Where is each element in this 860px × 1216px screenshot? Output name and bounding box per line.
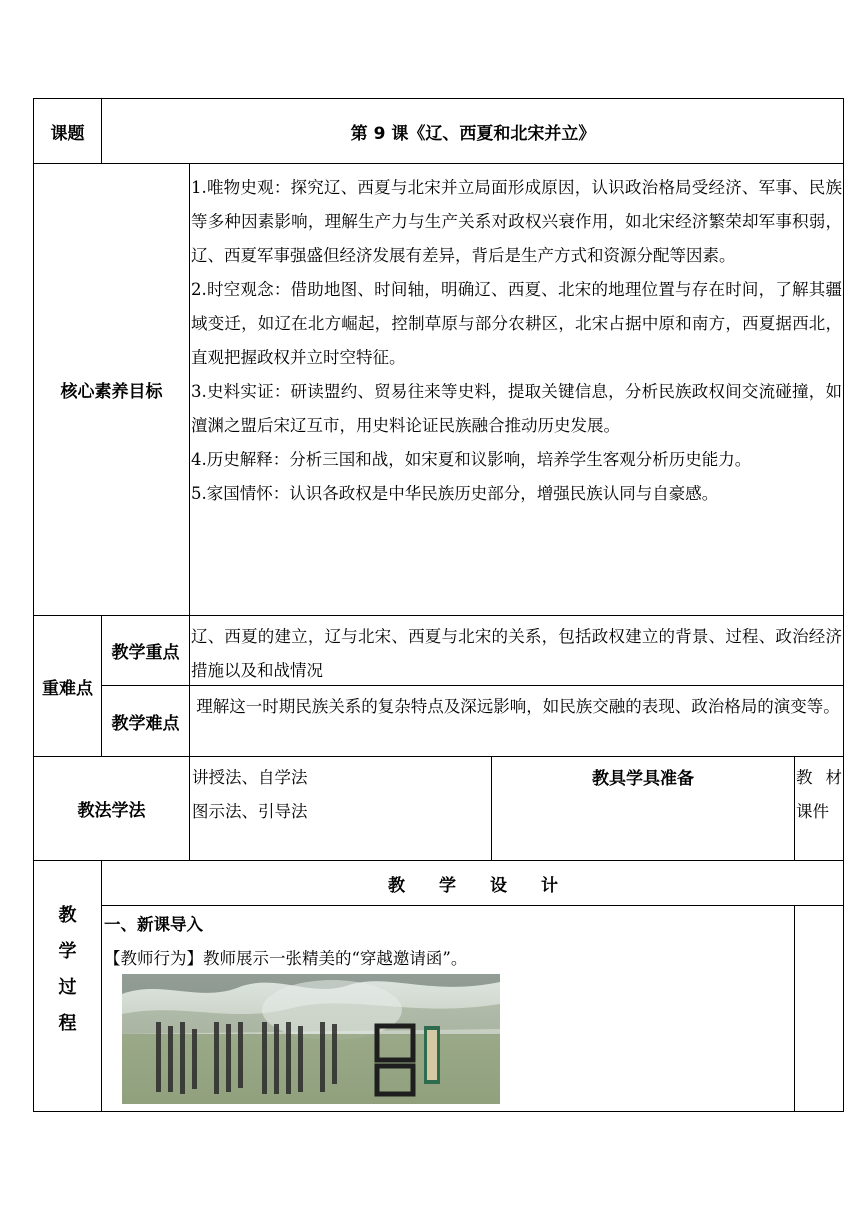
goal-item: 1.唯物史观：探究辽、西夏与北宋并立局面形成原因，认识政治格局受经济、军事、民族等多种因素影响，理解生产力与生产关系对政权兴衰作用，如北宋经济繁荣却军事积弱，辽、西夏军事强盛但经济发展有差异，背后是生产方式和资源分配等因素。 xyxy=(191,178,842,265)
section-title: 一、新课导入 xyxy=(104,915,203,934)
focus-label: 教学重点 xyxy=(111,643,180,663)
process-label-char: 程 xyxy=(58,1013,77,1034)
col-divider xyxy=(189,163,190,860)
goal-item: 3.史料实证：研读盟约、贸易往来等史料，提取关键信息，分析民族政权间交流碰撞，如澶渊之盟后宋辽互市，用史料论证民族融合推动历史发展。 xyxy=(191,382,842,435)
process-label-char: 教 xyxy=(58,905,77,926)
difficulty-label: 教学难点 xyxy=(111,713,180,734)
methods-cell xyxy=(192,761,490,829)
process-label-char: 过 xyxy=(58,977,77,998)
row-divider xyxy=(101,905,844,906)
col-divider xyxy=(794,905,795,1112)
key-points-label: 重难点 xyxy=(42,678,93,699)
tools-value: 教材课件 xyxy=(796,768,842,821)
focus-text: 辽、西夏的建立，辽与北宋、西夏与北宋的关系，包括政权建立的背景、过程、政治经济措施以及和战情况 xyxy=(191,627,842,680)
process-label xyxy=(34,898,101,1042)
process-content xyxy=(104,908,792,976)
lesson-title: 第 9 课《辽、西夏和北宋并立》 xyxy=(350,123,596,144)
topic-label: 课题 xyxy=(50,123,85,144)
tools-cell xyxy=(796,761,842,829)
core-goals-label: 核心素养目标 xyxy=(60,382,163,402)
difficulty-cell xyxy=(191,690,842,724)
goal-item: 2.时空观念：借助地图、时间轴，明确辽、西夏、北宋的地理位置与存在时间，了解其疆域变迁，如辽在北方崛起，控制草原与部分农耕区，北宋占据中原和南方，西夏据西北，直观把握政权并立时空特征。 xyxy=(191,280,842,367)
goal-item: 4.历史解释：分析三国和战，如宋夏和议影响，培养学生客观分析历史能力。 xyxy=(191,450,752,469)
difficulty-text: 理解这一时期民族关系的复杂特点及深远影响，如民族交融的表现、政治格局的演变等。 xyxy=(191,697,840,716)
core-goals-list xyxy=(191,171,842,511)
design-header: 教 学 设 计 xyxy=(388,875,558,896)
methods-label: 教法学法 xyxy=(77,801,146,821)
tools-label: 教具学具准备 xyxy=(592,769,694,789)
methods-line: 讲授法、自学法 xyxy=(192,768,308,787)
invitation-image xyxy=(122,974,500,1104)
focus-cell xyxy=(191,620,842,688)
goal-item: 5.家国情怀：认识各政权是中华民族历史部分，增强民族认同与自豪感。 xyxy=(191,484,719,503)
teacher-action: 【教师行为】教师展示一张精美的“穿越邀请函”。 xyxy=(104,949,468,968)
methods-line: 图示法、引导法 xyxy=(192,802,308,821)
process-label-char: 学 xyxy=(58,941,77,962)
col-divider xyxy=(794,756,795,860)
invitation-artwork xyxy=(122,974,500,1104)
